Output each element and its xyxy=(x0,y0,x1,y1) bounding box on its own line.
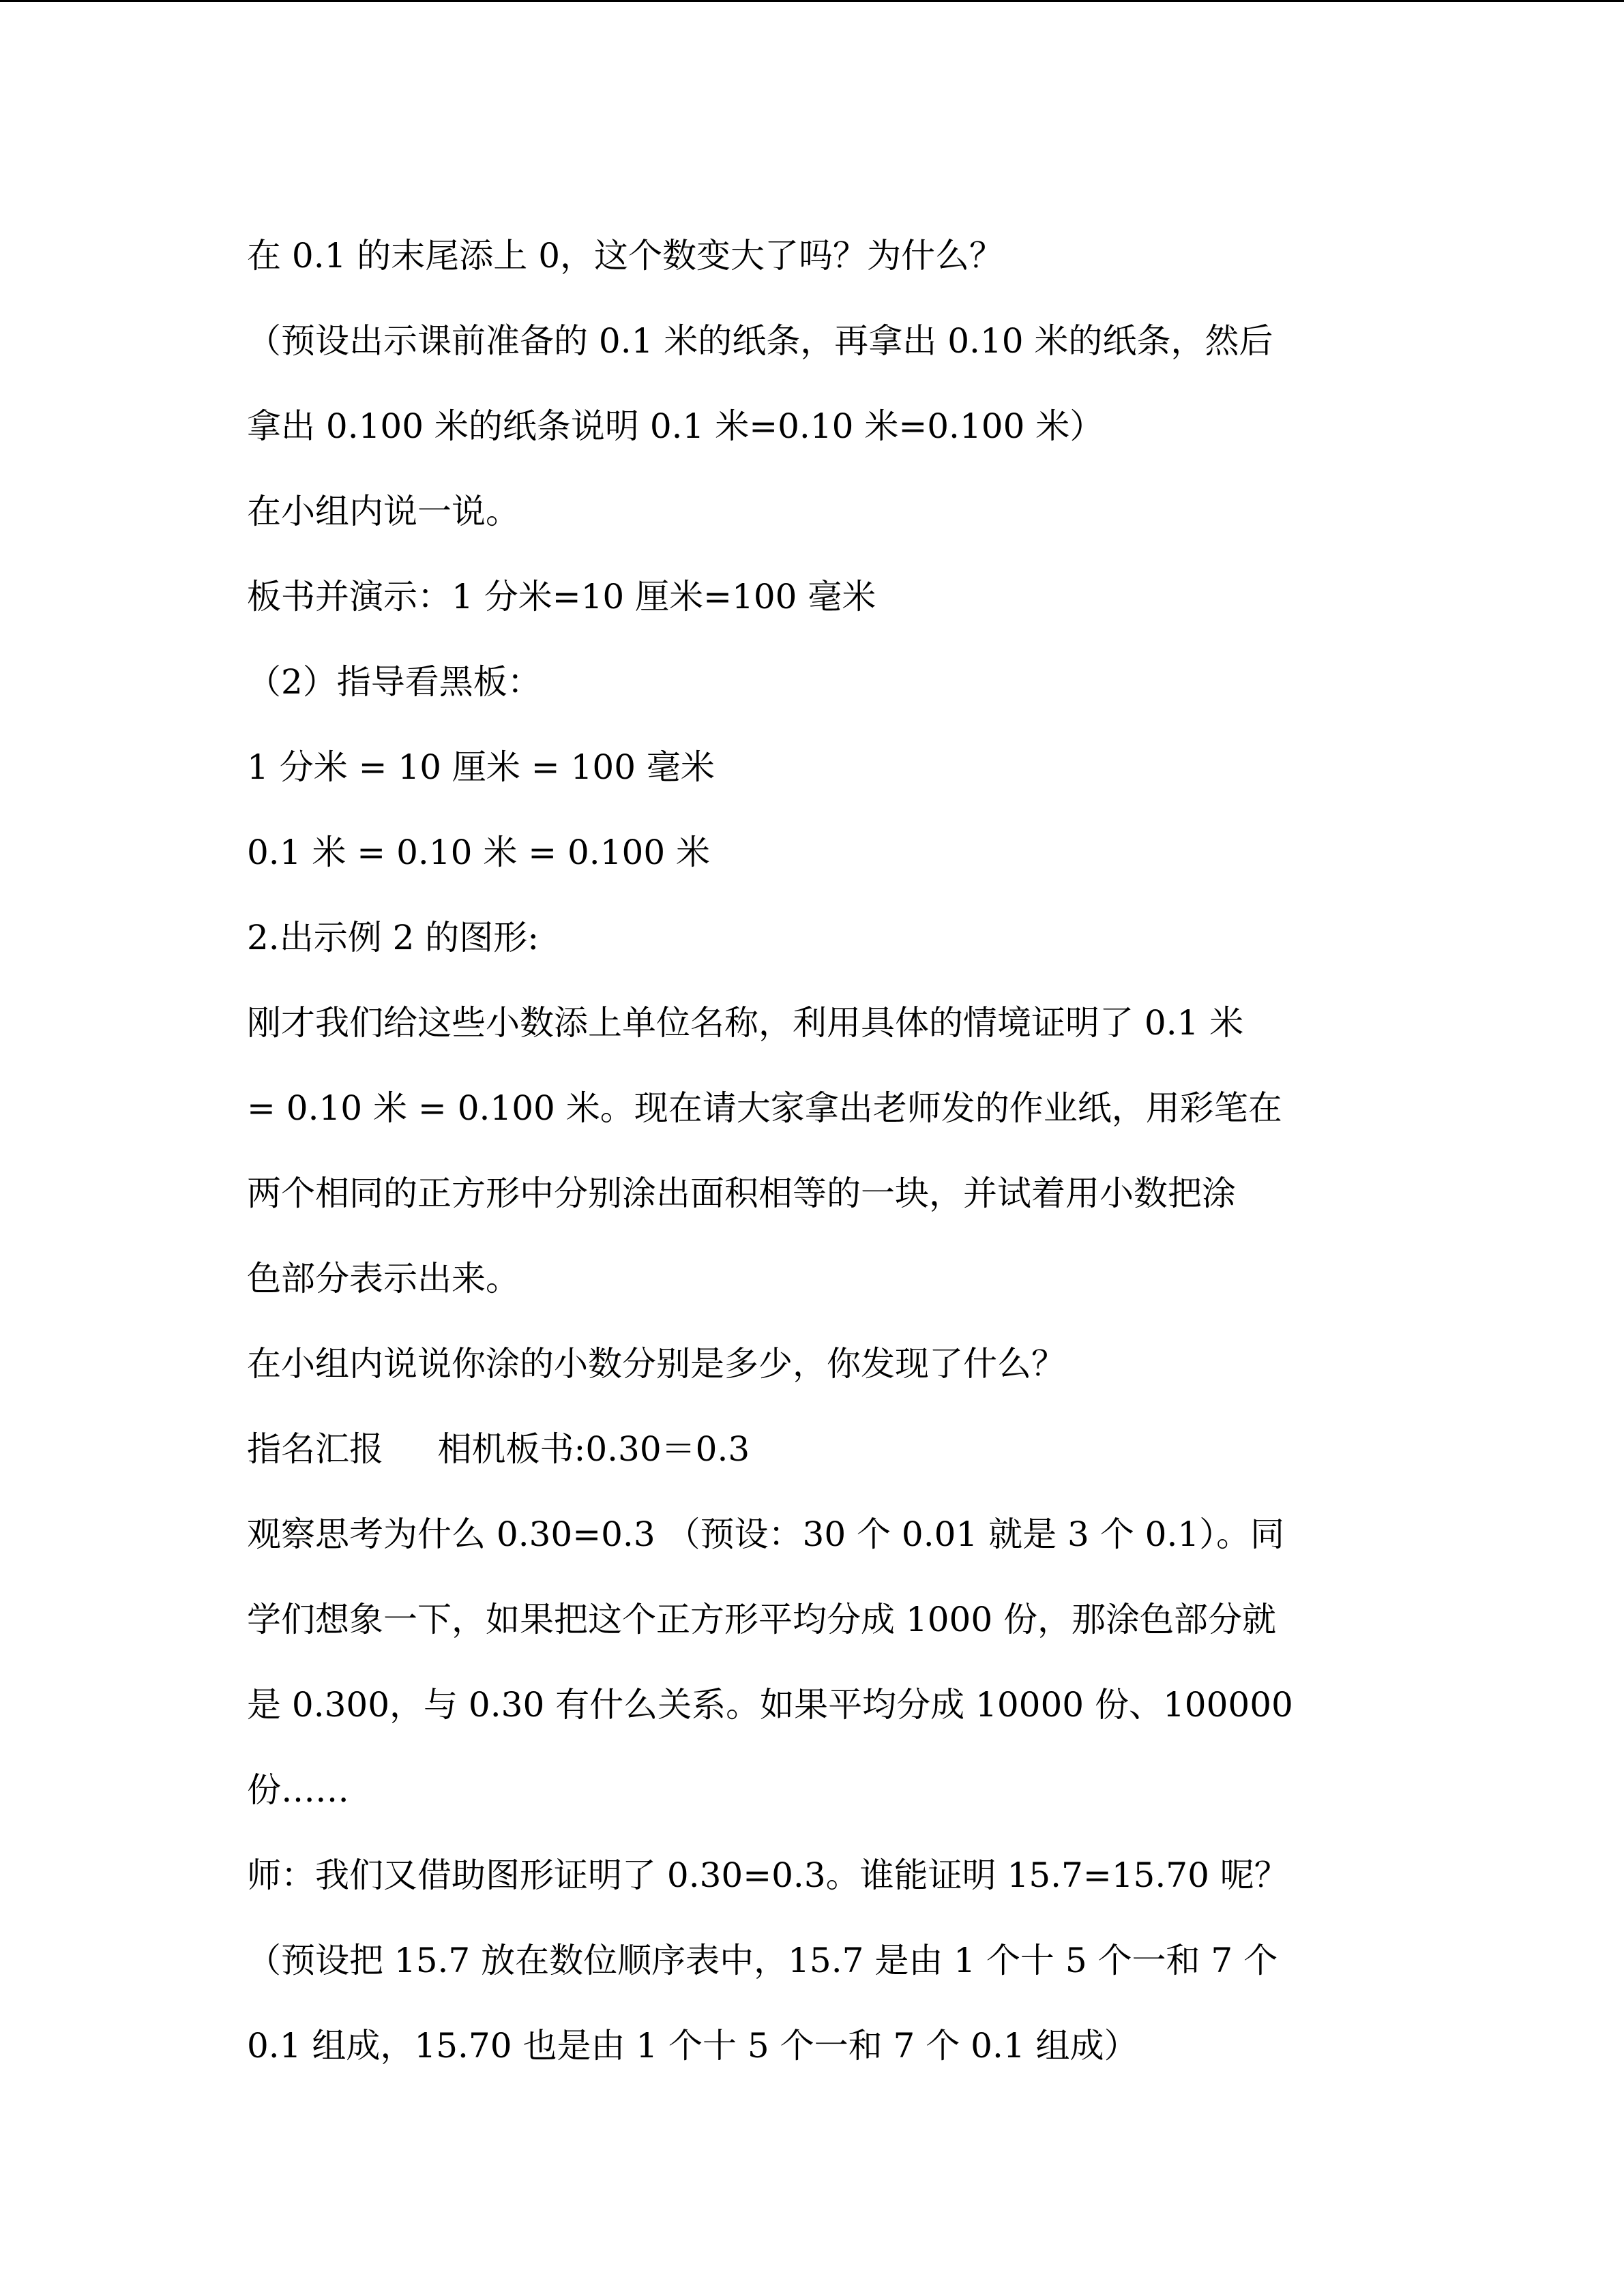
text-line: （预设出示课前准备的 0.1 米的纸条，再拿出 0.10 米的纸条，然后 xyxy=(247,321,1273,361)
text-line: 刚才我们给这些小数添上单位名称，利用具体的情境证明了 0.1 米 xyxy=(247,1003,1244,1043)
document-body xyxy=(247,213,1379,2089)
text-line: （预设把 15.7 放在数位顺序表中，15.7 是由 1 个十 5 个一和 7 个 xyxy=(247,1941,1278,1980)
text-line: 色部分表示出来。 xyxy=(247,1259,520,1298)
text-line: 是 0.300，与 0.30 有什么关系。如果平均分成 10000 份、100000 xyxy=(247,1685,1293,1725)
text-line: 2.出示例 2 的图形: xyxy=(247,918,540,957)
text-line: 指名汇报 相机板书:0.30＝0.3 xyxy=(247,1429,750,1469)
text-line: 1 分米 = 10 厘米 = 100 毫米 xyxy=(247,747,715,787)
text-line: 份…… xyxy=(247,1770,349,1810)
text-line: 0.1 组成，15.70 也是由 1 个十 5 个一和 7 个 0.1 组成） xyxy=(247,2026,1138,2066)
text-line: 两个相同的正方形中分别涂出面积相等的一块，并试着用小数把涂 xyxy=(247,1174,1236,1213)
text-line: （2）指导看黑板： xyxy=(247,662,542,702)
text-line: = 0.10 米 = 0.100 米。现在请大家拿出老师发的作业纸，用彩笔在 xyxy=(247,1088,1282,1128)
text-line: 板书并演示：1 分米=10 厘米=100 毫米 xyxy=(247,577,876,616)
text-line: 观察思考为什么 0.30=0.3 （预设：30 个 0.01 就是 3 个 0.1）。同 xyxy=(247,1515,1285,1554)
text-line: 拿出 0.100 米的纸条说明 0.1 米=0.10 米=0.100 米） xyxy=(247,406,1104,446)
text-line: 师：我们又借助图形证明了 0.30=0.3。谁能证明 15.7=15.70 呢？ xyxy=(247,1855,1288,1895)
text-line: 学们想象一下，如果把这个正方形平均分成 1000 份，那涂色部分就 xyxy=(247,1600,1277,1639)
text-line: 在 0.1 的末尾添上 0，这个数变大了吗？为什么？ xyxy=(247,236,1004,275)
text-line: 0.1 米 = 0.10 米 = 0.100 米 xyxy=(247,833,711,872)
text-line: 在小组内说说你涂的小数分别是多少，你发现了什么？ xyxy=(247,1344,1065,1384)
text-line: 在小组内说一说。 xyxy=(247,492,520,531)
